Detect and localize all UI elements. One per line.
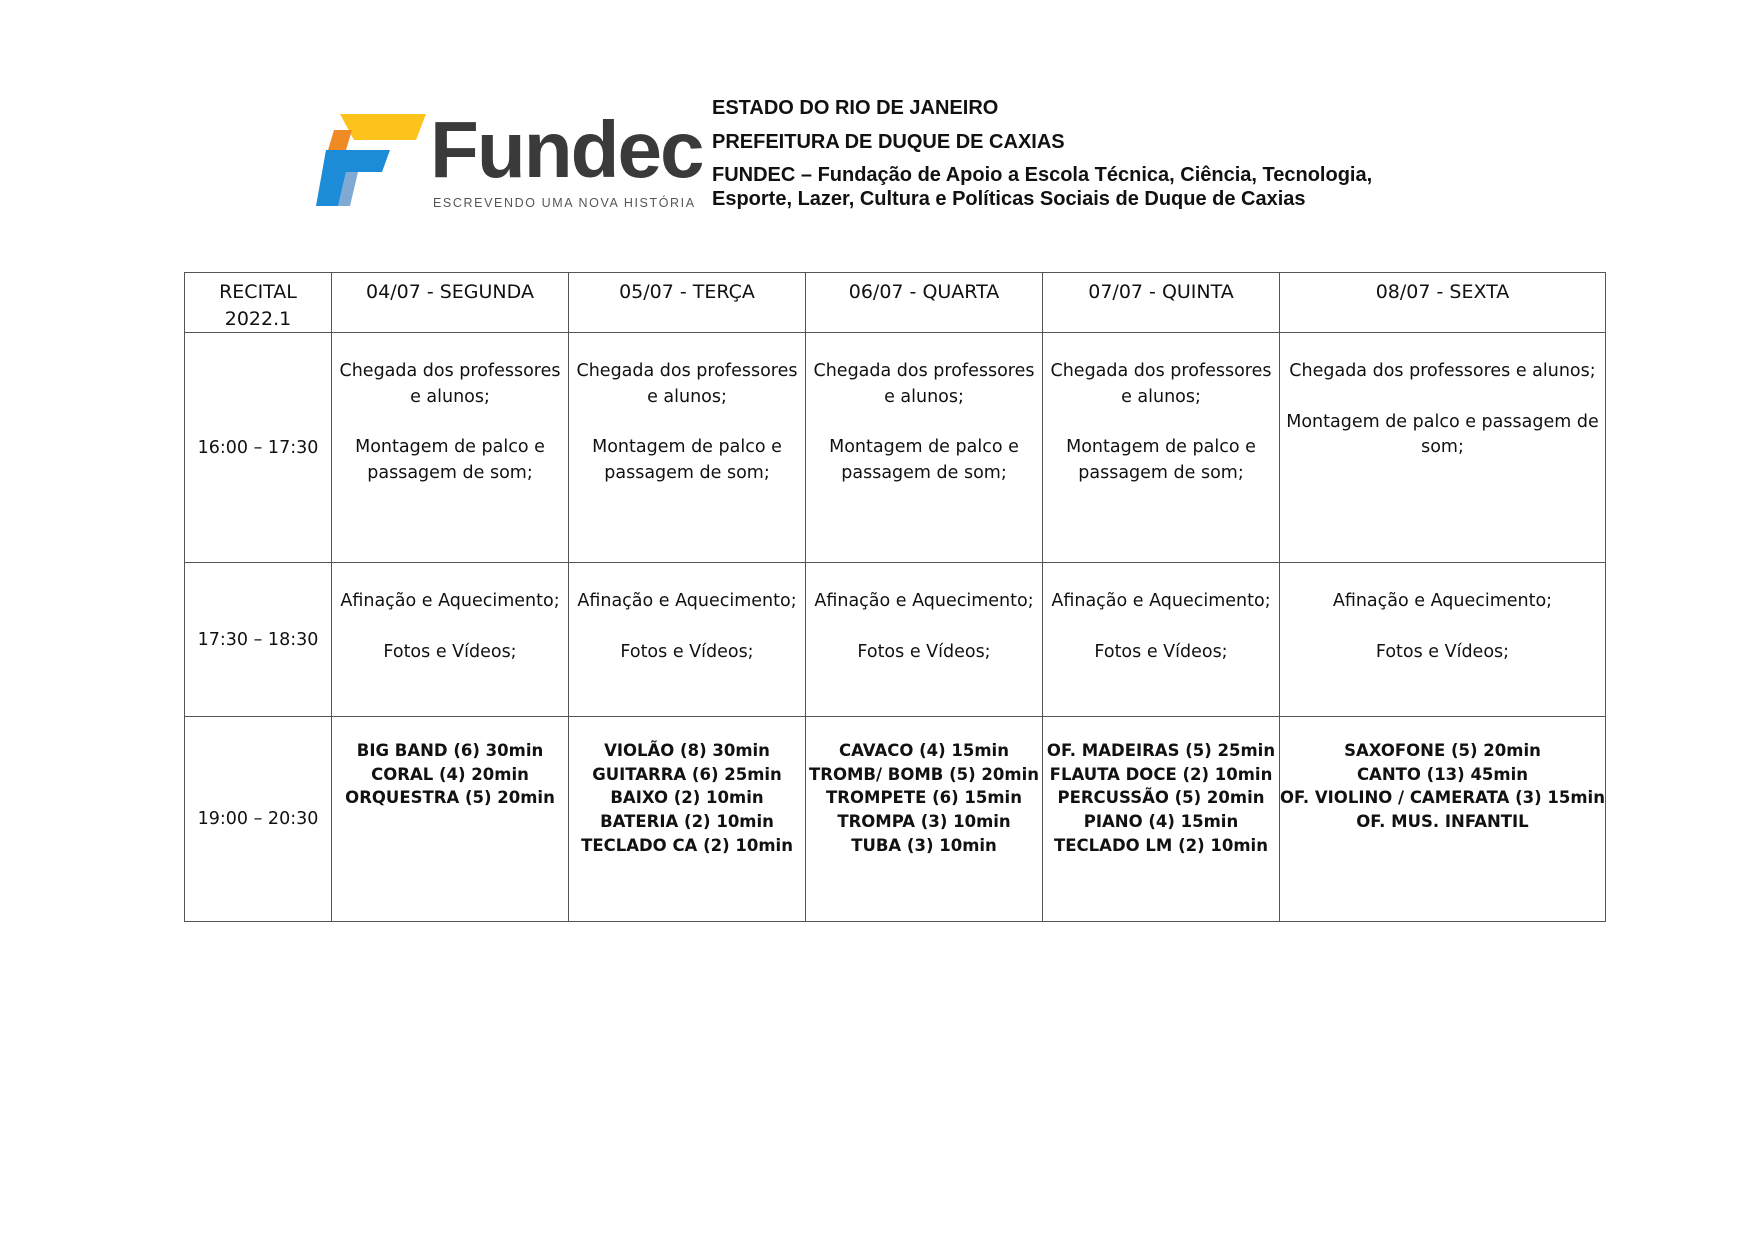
schedule-cell [1043, 333, 1280, 563]
performance-item: OF. MADEIRAS (5) 25min [1046, 741, 1276, 761]
paragraph-gap [575, 615, 799, 640]
performance-cell [569, 717, 806, 922]
schedule-text: Afinação e Aquecimento; [1332, 591, 1553, 612]
performance-item: TROMPA (3) 10min [837, 811, 1011, 831]
logo-tagline: ESCREVENDO UMA NOVA HISTÓRIA [433, 196, 696, 210]
paragraph-gap [1286, 385, 1599, 410]
logo-wordmark: Fundec [430, 105, 703, 194]
day-header: 05/07 - TERÇA [569, 273, 806, 333]
schedule-text: Afinação e Aquecimento; [1051, 591, 1271, 612]
schedule-cell [569, 563, 806, 717]
schedule-text: Fotos e Vídeos; [1094, 641, 1228, 662]
paragraph-gap [812, 615, 1036, 640]
day-header: 08/07 - SEXTA [1280, 273, 1606, 333]
schedule-cell [332, 563, 569, 717]
schedule-text: Fotos e Vídeos; [620, 641, 754, 662]
schedule-text: Montagem de palco e passagem de som; [592, 437, 782, 483]
schedule-text: Afinação e Aquecimento; [340, 591, 560, 612]
table-row [185, 717, 1606, 922]
header-foundation-line2: Esporte, Lazer, Cultura e Políticas Sociais de Duque de Caxias [712, 188, 1306, 210]
performance-cell [332, 717, 569, 922]
performance-item: CAVACO (4) 15min [839, 741, 1009, 761]
schedule-text: Fotos e Vídeos; [1375, 641, 1510, 662]
performance-item: PIANO (4) 15min [1083, 811, 1239, 831]
performance-item: TROMB/ BOMB (5) 20min [809, 764, 1039, 784]
performance-item: VIOLÃO (8) 30min [604, 741, 770, 761]
schedule-text: Fotos e Vídeos; [857, 641, 991, 662]
performance-item: TROMPETE (6) 15min [826, 788, 1022, 808]
performance-item: SAXOFONE (5) 20min [1344, 741, 1541, 761]
performance-item: GUITARRA (6) 25min [592, 764, 782, 784]
day-header: 06/07 - QUARTA [806, 273, 1043, 333]
schedule-text: Montagem de palco e passagem de som; [355, 437, 545, 483]
performance-item: BATERIA (2) 10min [600, 811, 774, 831]
performance-item: CANTO (13) 45min [1356, 764, 1528, 784]
performance-item: OF. VIOLINO / CAMERATA (3) 15min [1280, 788, 1605, 808]
schedule-text: Chegada dos professores e alunos; [1050, 361, 1272, 407]
header-prefecture: PREFEITURA DE DUQUE DE CAXIAS [712, 131, 1065, 153]
schedule-cell [806, 563, 1043, 717]
schedule-cell [1043, 563, 1280, 717]
table-row [185, 333, 1606, 563]
performance-item: FLAUTA DOCE (2) 10min [1049, 764, 1273, 784]
table-corner-cell [185, 273, 332, 333]
performance-item: TECLADO CA (2) 10min [581, 835, 793, 855]
schedule-cell [1280, 563, 1606, 717]
performance-item: TECLADO LM (2) 10min [1054, 835, 1268, 855]
time-slot-cell: 19:00 – 20:30 [185, 717, 332, 922]
page-header [316, 96, 1436, 216]
schedule-text: Fotos e Vídeos; [383, 641, 517, 662]
schedule-text: Chegada dos professores e alunos; [576, 361, 798, 407]
schedule-text: Afinação e Aquecimento; [577, 591, 797, 612]
fundec-logo [316, 105, 703, 210]
paragraph-gap [1286, 615, 1599, 640]
paragraph-gap [575, 410, 799, 435]
paragraph-gap [338, 615, 562, 640]
corner-label: RECITAL [219, 281, 297, 303]
performance-item: BAIXO (2) 10min [610, 788, 764, 808]
schedule-cell [806, 333, 1043, 563]
performance-cell [806, 717, 1043, 922]
performance-item: BIG BAND (6) 30min [356, 741, 544, 761]
schedule-text: Chegada dos professores e alunos; [813, 361, 1035, 407]
schedule-text: Chegada dos professores e alunos; [1289, 361, 1596, 382]
performance-cell [1043, 717, 1280, 922]
header-text [712, 96, 1432, 211]
recital-schedule-table [184, 272, 1606, 922]
table-header-row [185, 273, 1606, 333]
time-slot-cell: 16:00 – 17:30 [185, 333, 332, 563]
performance-item: PERCUSSÃO (5) 20min [1057, 788, 1265, 808]
performance-item: OF. MUS. INFANTIL [1356, 811, 1529, 831]
paragraph-gap [1049, 615, 1273, 640]
performance-item: TUBA (3) 10min [851, 835, 997, 855]
paragraph-gap [812, 410, 1036, 435]
day-header: 04/07 - SEGUNDA [332, 273, 569, 333]
performance-cell [1280, 717, 1606, 922]
schedule-text: Montagem de palco e passagem de som; [1066, 437, 1256, 483]
corner-year: 2022.1 [224, 307, 292, 330]
performance-item: CORAL (4) 20min [371, 764, 529, 784]
fundec-f-icon [316, 110, 426, 210]
schedule-text: Afinação e Aquecimento; [814, 591, 1034, 612]
header-foundation-line1: FUNDEC – Fundação de Apoio a Escola Técnica, Ciência, Tecnologia, [712, 164, 1373, 186]
schedule-text: Chegada dos professores e alunos; [339, 361, 561, 407]
time-slot-cell: 17:30 – 18:30 [185, 563, 332, 717]
schedule-cell [569, 333, 806, 563]
table-row [185, 563, 1606, 717]
schedule-text: Montagem de palco e passagem de som; [1286, 411, 1599, 458]
day-header: 07/07 - QUINTA [1043, 273, 1280, 333]
header-state: ESTADO DO RIO DE JANEIRO [712, 97, 999, 119]
paragraph-gap [1049, 410, 1273, 435]
performance-item: ORQUESTRA (5) 20min [345, 788, 555, 808]
schedule-cell [332, 333, 569, 563]
schedule-cell [1280, 333, 1606, 563]
schedule-text: Montagem de palco e passagem de som; [829, 437, 1019, 483]
paragraph-gap [338, 410, 562, 435]
